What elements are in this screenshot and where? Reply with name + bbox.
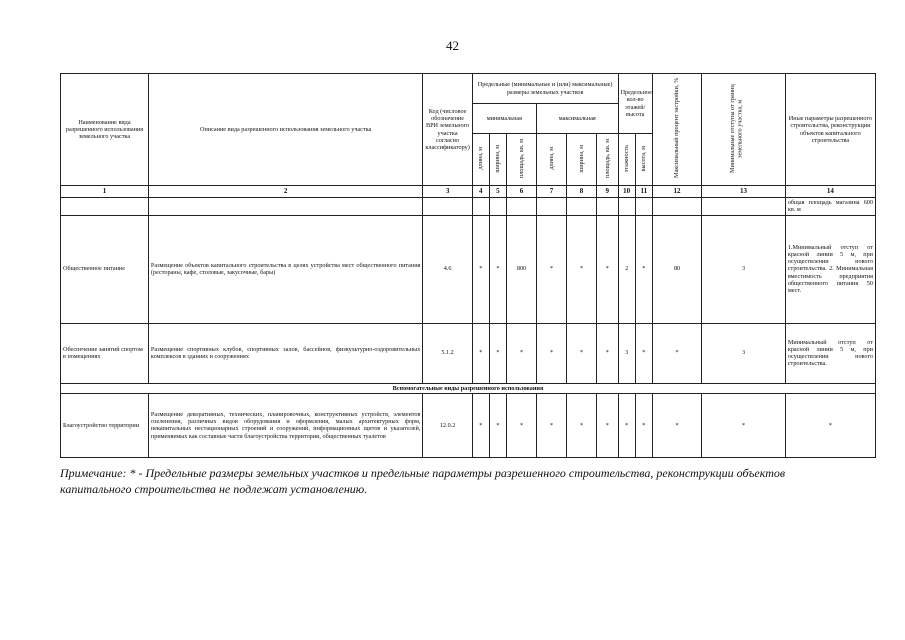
column-number: 9 [597,186,619,198]
cell-name: Благоустройство территории [61,393,149,457]
cell-name: Обеспечение занятий спортом в помещениях [61,323,149,383]
cell-height: * [635,215,652,323]
cell-coverage: 80 [652,215,701,323]
column-number: 3 [423,186,472,198]
cell-length-min: * [472,393,489,457]
cell-width-min: * [489,393,506,457]
header-length-max: длина, м [547,147,555,170]
cell-other: Минимальный отступ от красной линии 5 м, при осуществлении нового строительства. [785,323,875,383]
column-number: 6 [507,186,537,198]
column-number: 11 [635,186,652,198]
column-number: 2 [148,186,422,198]
cell-name: Общественное питание [61,215,149,323]
cell-floors: 2 [618,215,635,323]
cell-height: * [635,393,652,457]
column-number: 5 [489,186,506,198]
column-number: 12 [652,186,701,198]
section-title: Вспомогательные виды разрешенного использования [61,383,876,393]
table-row-carry-over [61,198,876,216]
cell-length-max: * [537,215,567,323]
header-floors-group: Предельное кол-во этажей/высота [618,74,652,134]
cell-area-min: * [507,323,537,383]
column-number: 1 [61,186,149,198]
cell-width-min: * [489,215,506,323]
cell-coverage: * [652,323,701,383]
header-other: Иные параметры разрешенного строительства, реконструкции объектов капитального строительства [785,74,875,186]
cell-code: 5.1.2 [423,323,472,383]
header-area-max: площадь, кв. м [603,138,611,178]
cell-width-max: * [567,215,597,323]
header-setback: Минимальные отступы от границ земельного участка, м [728,84,743,173]
page-number: 42 [446,38,459,53]
header-description: Описание вида разрешенного использования земельного участка [148,74,422,186]
header-max: максимальная [537,104,619,134]
column-number: 7 [537,186,567,198]
cell-floors: * [618,393,635,457]
cell-area-max: * [597,215,619,323]
table-row [61,323,876,383]
cell-length-max: * [537,393,567,457]
cell-carry-over: общая площадь магазина 600 кв. м [785,198,875,216]
cell-width-min: * [489,323,506,383]
cell-code: 4.6 [423,215,472,323]
table-row [61,215,876,323]
cell-area-min: 800 [507,215,537,323]
cell-coverage: * [652,393,701,457]
cell-width-max: * [567,393,597,457]
header-coverage: Максимальный процент застройки, % [673,78,681,179]
column-number: 13 [702,186,786,198]
header-width-max: ширина, м [577,144,585,173]
cell-area-min: * [507,393,537,457]
table-row [61,393,876,457]
cell-height: * [635,323,652,383]
header-name: Наименование вида разрешенного использования земельного участка [61,74,149,186]
cell-setback: 3 [702,323,786,383]
land-use-table [60,73,876,458]
cell-length-min: * [472,323,489,383]
header-min: минимальная [472,104,536,134]
cell-floors: 3 [618,323,635,383]
column-number: 14 [785,186,875,198]
section-row [61,383,876,393]
cell-code: 12.0.2 [423,393,472,457]
cell-area-max: * [597,393,619,457]
cell-length-max: * [537,323,567,383]
header-area-min: площадь, кв. м [517,138,525,178]
cell-other: 1.Минимальный отступ от красной линии 5 м, при осуществлении нового строительства. 2. Минимальная вместимость предприятия общественного питания 50 мест. [785,215,875,323]
cell-description: Размещение объектов капитального строительства в целях устройства мест общественного питания (рестораны, кафе, столовые, закусочные, бары) [148,215,422,323]
cell-description: Размещение декоративных, технических, планировочных, конструктивных устройств, элементов озеленения, различных видов оборудования и оформления, малых архитектурных форм, некапитальных нестационарных строений и сооружений, информационных щитов и указателей, применяемых как составные части благоустройства территории, общественных туалетов [148,393,422,457]
header-width-min: ширина, м [494,144,502,173]
footnote: Примечание: * - Предельные размеры земельных участков и предельные параметры разрешенного строительства, реконструкции объектов капитального строительства не подлежат установлению. [60,466,786,496]
column-number: 4 [472,186,489,198]
cell-width-max: * [567,323,597,383]
column-number: 8 [567,186,597,198]
cell-length-min: * [472,215,489,323]
cell-setback: * [702,393,786,457]
column-number: 10 [618,186,635,198]
header-floors: этажность [622,144,630,172]
cell-area-max: * [597,323,619,383]
header-code: Код (числовое обозначение ВРИ земельного участка согласно классификатору) [423,74,472,186]
cell-setback: 3 [702,215,786,323]
header-length-min: длина, м [477,147,485,170]
cell-other: * [785,393,875,457]
header-height: высота, м [640,145,648,172]
column-numbers-row [61,186,876,198]
header-plot-sizes: Предельные (минимальные и (или) максимальные) размеры земельных участков [472,74,618,104]
cell-description: Размещение спортивных клубов, спортивных залов, бассейнов, физкультурно-оздоровительных комплексов в зданиях и сооружениях [148,323,422,383]
